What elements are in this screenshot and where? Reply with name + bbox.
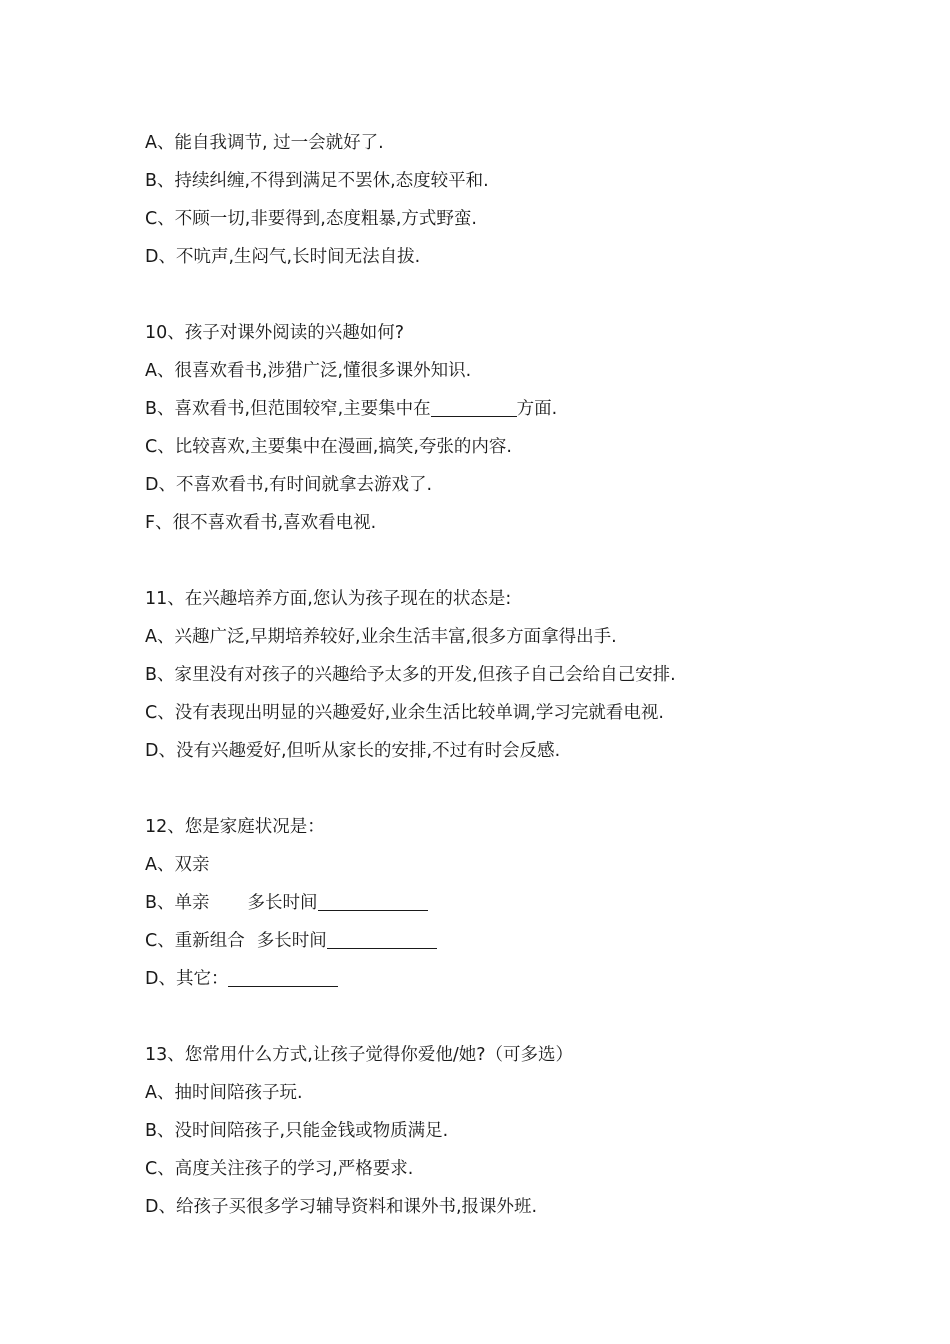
q9-option-a: A、能自我调节, 过一会就好了. [145,133,384,153]
q11-question: 11、在兴趣培养方面,您认为孩子现在的状态是: [145,589,512,609]
q10-option-f: F、很不喜欢看书,喜欢看电视. [145,513,377,533]
q12-option-c-label: C、重新组合 [145,931,245,951]
q9-option-c: C、不顾一切,非要得到,态度粗暴,方式野蛮. [145,209,477,229]
q11-option-d: D、没有兴趣爱好,但听从家长的安排,不过有时会反感. [145,741,561,761]
q10-option-a: A、很喜欢看书,涉猎广泛,懂很多课外知识. [145,361,472,381]
q13-option-d: D、给孩子买很多学习辅导资料和课外书,报课外班. [145,1197,538,1217]
q12-option-b [145,884,910,922]
q10-question: 10、孩子对课外阅读的兴趣如何? [145,323,405,343]
question-12 [145,808,910,998]
q11-option-b: B、家里没有对孩子的兴趣给予太多的开发,但孩子自己会给自己安排. [145,665,676,685]
q9-option-b: B、持续纠缠,不得到满足不罢休,态度较平和. [145,171,489,191]
q10-option-b-suffix: 方面. [516,399,558,419]
question-9-options [145,124,910,276]
question-11 [145,580,910,770]
q12-option-a: A、双亲 [145,855,210,875]
q12-option-b-duration-field[interactable] [318,890,428,911]
q12-option-d-field[interactable] [228,966,338,987]
q11-option-c: C、没有表现出明显的兴趣爱好,业余生活比较单调,学习完就看电视. [145,703,664,723]
q9-option-d: D、不吭声,生闷气,长时间无法自拔. [145,247,421,267]
q12-option-c [145,922,910,960]
q11-option-a: A、兴趣广泛,早期培养较好,业余生活丰富,很多方面拿得出手. [145,627,617,647]
q12-option-d [145,960,910,998]
q10-option-b-text: B、喜欢看书,但范围较窄,主要集中在 [145,399,431,419]
q12-option-c-duration-field[interactable] [327,928,437,949]
q13-option-c: C、高度关注孩子的学习,严格要求. [145,1159,414,1179]
q10-option-d: D、不喜欢看书,有时间就拿去游戏了. [145,475,433,495]
q12-option-c-duration-label: 多长时间 [256,931,327,951]
q10-blank-field[interactable] [431,396,517,417]
q13-question: 13、您常用什么方式,让孩子觉得你爱他/她?（可多选） [145,1045,574,1065]
q12-option-b-label: B、单亲 [145,893,210,913]
q10-option-c: C、比较喜欢,主要集中在漫画,搞笑,夸张的内容. [145,437,512,457]
q12-option-d-label: D、其它： [145,969,229,989]
question-10 [145,314,910,542]
q13-option-b: B、没时间陪孩子,只能金钱或物质满足. [145,1121,449,1141]
q10-option-b [145,390,910,428]
q12-question: 12、您是家庭状况是： [145,817,325,837]
questionnaire-page [145,124,910,1226]
question-13 [145,1036,910,1226]
q13-option-a: A、抽时间陪孩子玩. [145,1083,303,1103]
q12-option-b-duration-label: 多长时间 [247,893,318,913]
